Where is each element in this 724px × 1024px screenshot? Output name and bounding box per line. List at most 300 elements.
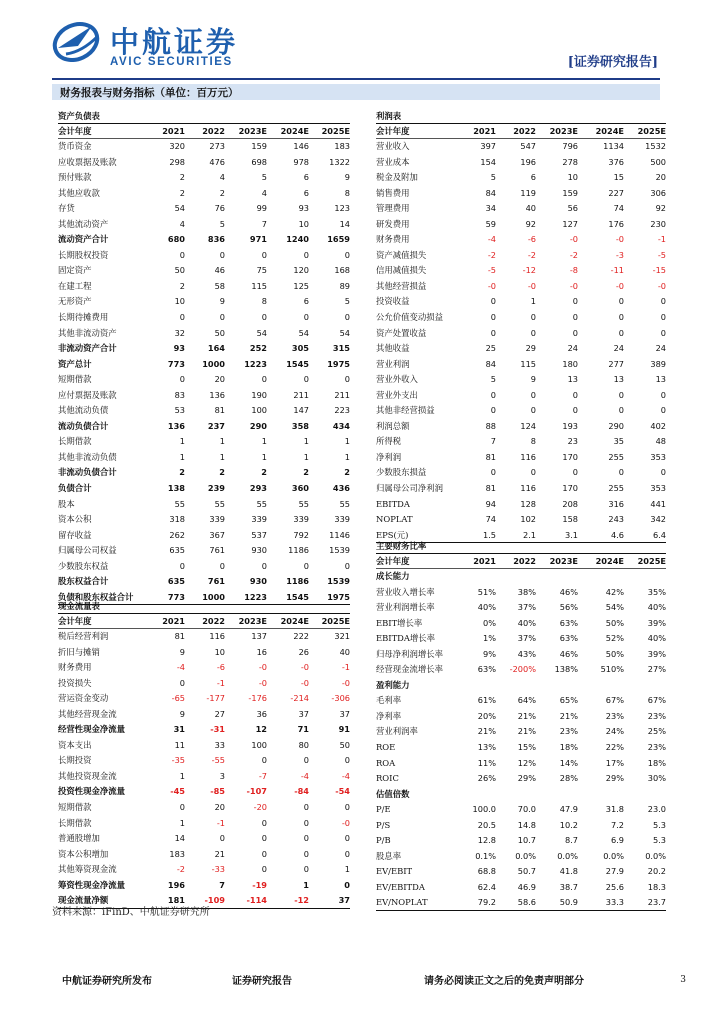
table-cell: -11 bbox=[610, 265, 624, 276]
table-cell: 32 bbox=[174, 327, 185, 338]
table-cell: 125 bbox=[293, 280, 309, 291]
table-cell: 83 bbox=[174, 389, 185, 400]
table-cell: 23.7 bbox=[647, 897, 666, 908]
table-row bbox=[58, 217, 350, 233]
table-cell: 4 bbox=[219, 172, 225, 183]
table-cell: 1% bbox=[483, 633, 496, 644]
table-cell: 223 bbox=[334, 405, 350, 416]
table-cell: 119 bbox=[520, 187, 536, 198]
table-header-row bbox=[58, 124, 350, 139]
column-header: 2021 bbox=[162, 616, 185, 626]
table-cell: 6 bbox=[303, 187, 309, 198]
table-cell: 0 bbox=[572, 467, 578, 478]
table-row bbox=[376, 693, 666, 709]
table-cell: 20.2 bbox=[647, 866, 666, 877]
report-type-label: [证券研究报告] bbox=[567, 55, 658, 70]
table-cell: 2 bbox=[179, 187, 185, 198]
table-cell: 137 bbox=[251, 631, 267, 641]
table-cell: -54 bbox=[335, 786, 350, 797]
logo-text-cn: 中航证券 bbox=[110, 25, 239, 59]
table-cell: 13 bbox=[613, 374, 624, 385]
table-row bbox=[58, 450, 350, 466]
table-row bbox=[58, 769, 350, 785]
table-cell: -3 bbox=[615, 249, 624, 260]
table-cell: 21% bbox=[559, 710, 578, 721]
row-label: EBIT增长率 bbox=[376, 617, 423, 628]
table-row bbox=[376, 217, 666, 233]
table-cell: 0 bbox=[572, 327, 578, 338]
table-cell bbox=[536, 569, 578, 585]
table-cell: 318 bbox=[169, 514, 185, 525]
table-cell bbox=[462, 569, 496, 585]
table-cell: 0 bbox=[303, 312, 309, 323]
table-cell: 164 bbox=[207, 343, 225, 354]
table-cell: 39% bbox=[647, 648, 666, 659]
row-label: 盈利能力 bbox=[376, 679, 410, 690]
table-title: 主要财务比率 bbox=[376, 540, 666, 554]
table-cell: 79.2 bbox=[477, 897, 496, 908]
table-cell: -65 bbox=[171, 693, 185, 704]
table-cell: 43% bbox=[517, 648, 536, 659]
table-cell: 1545 bbox=[286, 358, 309, 369]
table-cell: 50% bbox=[605, 617, 624, 628]
table-cell: 51% bbox=[477, 586, 496, 597]
table-row bbox=[58, 294, 350, 310]
row-label: 估值倍数 bbox=[376, 788, 410, 799]
table-cell: 360 bbox=[291, 483, 309, 494]
table-cell: 0 bbox=[219, 249, 225, 260]
table-cell: -45 bbox=[170, 786, 185, 797]
row-label: 短期借款 bbox=[58, 374, 92, 385]
row-label: 筹资性现金净流量 bbox=[58, 879, 125, 890]
table-row bbox=[376, 403, 666, 419]
table-row bbox=[376, 512, 666, 528]
table-cell: 0 bbox=[179, 312, 185, 323]
table-cell: 7.2 bbox=[610, 819, 624, 830]
table-header-row bbox=[376, 554, 666, 569]
table-cell: -84 bbox=[294, 786, 309, 797]
table-row bbox=[58, 232, 350, 248]
table-cell: 8 bbox=[261, 296, 267, 307]
table-cell: 37 bbox=[339, 708, 350, 719]
table-cell: 0 bbox=[219, 312, 225, 323]
table-cell: 8 bbox=[530, 436, 536, 447]
table-cell: 836 bbox=[207, 234, 225, 245]
row-label: 营业外收入 bbox=[376, 374, 418, 385]
row-label: 信用减值损失 bbox=[376, 265, 427, 276]
table-cell: 21% bbox=[517, 710, 536, 721]
row-label: 管理费用 bbox=[376, 203, 410, 214]
table-row bbox=[376, 357, 666, 373]
footer-publisher: 中航证券研究所发布 bbox=[62, 976, 152, 987]
table-cell: 635 bbox=[167, 576, 185, 587]
table-cell: 20 bbox=[214, 802, 225, 813]
row-label: 无形资产 bbox=[58, 296, 92, 307]
row-label: 长期借款 bbox=[58, 817, 92, 828]
table-cell: 124 bbox=[520, 420, 536, 431]
table-row bbox=[376, 616, 666, 632]
table-cell: 37 bbox=[298, 708, 309, 719]
table-cell: 389 bbox=[650, 358, 666, 369]
page-number: 3 bbox=[680, 975, 686, 985]
footer-report-type: 证券研究报告 bbox=[232, 976, 292, 987]
table-cell: 58 bbox=[214, 280, 225, 291]
table-cell: 0 bbox=[261, 249, 267, 260]
table-cell: 0 bbox=[618, 467, 624, 478]
row-label: 应付票据及账款 bbox=[58, 389, 117, 400]
table-cell: 1322 bbox=[329, 156, 350, 167]
table-row bbox=[58, 800, 350, 816]
table-cell: 0 bbox=[530, 467, 536, 478]
row-label: 经营现金流增长率 bbox=[376, 664, 443, 675]
row-label: 长期股权投资 bbox=[58, 249, 109, 260]
table-cell: 239 bbox=[207, 483, 225, 494]
table-row bbox=[58, 139, 350, 155]
table-cell: 0 bbox=[344, 848, 350, 859]
table-cell: 13 bbox=[567, 374, 578, 385]
row-label: 应收票据及账款 bbox=[58, 156, 117, 167]
table-row bbox=[58, 691, 350, 707]
logo-text-en: AVIC SECURITIES bbox=[110, 56, 233, 68]
table-cell: 0 bbox=[219, 833, 225, 844]
table-cell: 25 bbox=[485, 343, 496, 354]
table-row bbox=[376, 341, 666, 357]
table-cell: 0 bbox=[303, 755, 309, 766]
row-label: ROIC bbox=[376, 773, 399, 784]
column-header: 会计年度 bbox=[58, 126, 92, 136]
table-row bbox=[376, 201, 666, 217]
table-cell: 278 bbox=[562, 156, 578, 167]
table-cell: 10.7 bbox=[517, 835, 536, 846]
table-cell: 23% bbox=[647, 742, 666, 753]
table-row bbox=[376, 434, 666, 450]
table-cell bbox=[462, 678, 496, 694]
source-note: 资料来源：iFinD、中航证券研究所 bbox=[52, 907, 210, 918]
table-cell: 3.1 bbox=[564, 529, 578, 540]
table-cell: 2 bbox=[303, 467, 309, 478]
row-label: P/B bbox=[376, 835, 391, 846]
table-cell: 0 bbox=[344, 560, 350, 571]
table-cell: 89 bbox=[339, 280, 350, 291]
table-cell: 56% bbox=[559, 602, 578, 613]
table-cell: 0 bbox=[530, 327, 536, 338]
table-cell: 99 bbox=[256, 203, 267, 214]
column-header: 2023E bbox=[549, 126, 578, 136]
table-row bbox=[376, 631, 666, 647]
table-cell: -0 bbox=[258, 662, 267, 673]
row-label: ROE bbox=[376, 742, 396, 753]
table-cell: 159 bbox=[251, 141, 267, 151]
table-cell: -1 bbox=[216, 677, 225, 688]
row-label: 归母净利润增长率 bbox=[376, 648, 443, 659]
table-cell: 353 bbox=[650, 451, 666, 462]
table-cell: 18.3 bbox=[647, 881, 666, 892]
table-cell: -2 bbox=[569, 249, 578, 260]
table-cell: -1 bbox=[216, 817, 225, 828]
table-cell: 136 bbox=[209, 389, 225, 400]
table-cell: -0 bbox=[258, 677, 267, 688]
table-row bbox=[58, 248, 350, 264]
table-cell: 154 bbox=[480, 156, 496, 167]
table-cell: 23.0 bbox=[647, 804, 666, 815]
table-cell: 64% bbox=[517, 695, 536, 706]
column-header: 2021 bbox=[162, 126, 185, 136]
table-cell: 47.9 bbox=[559, 804, 578, 815]
table-cell: 170 bbox=[562, 451, 578, 462]
table-cell: 50 bbox=[339, 739, 350, 750]
table-cell: 146 bbox=[293, 141, 309, 151]
row-label: EBITDA增长率 bbox=[376, 633, 436, 644]
table-cell: 237 bbox=[207, 420, 225, 431]
section-banner bbox=[52, 84, 660, 100]
table-cell: 18% bbox=[559, 742, 578, 753]
row-label: 营业成本 bbox=[376, 156, 410, 167]
table-cell: 115 bbox=[520, 358, 536, 369]
table-cell: -0 bbox=[300, 662, 309, 673]
table-cell: 20% bbox=[477, 710, 496, 721]
table-row bbox=[58, 784, 350, 800]
income-statement-table bbox=[376, 110, 666, 543]
table-cell: 22% bbox=[605, 742, 624, 753]
table-cell: 1000 bbox=[202, 358, 225, 369]
table-cell: 397 bbox=[480, 141, 496, 151]
table-cell: -33 bbox=[211, 864, 225, 875]
row-label: EBITDA bbox=[376, 498, 410, 509]
table-cell: 54% bbox=[605, 602, 624, 613]
table-cell: -306 bbox=[331, 693, 350, 704]
table-cell bbox=[578, 569, 624, 585]
table-cell: 252 bbox=[249, 343, 267, 354]
table-row bbox=[58, 559, 350, 575]
table-row bbox=[58, 481, 350, 497]
table-cell: 1.5 bbox=[482, 529, 496, 540]
table-row bbox=[376, 248, 666, 264]
table-cell: 27.9 bbox=[605, 866, 624, 877]
table-row bbox=[376, 600, 666, 616]
table-cell: 305 bbox=[291, 343, 309, 354]
table-row bbox=[376, 372, 666, 388]
table-cell: 2.1 bbox=[522, 529, 536, 540]
table-cell: 80 bbox=[298, 739, 309, 750]
table-cell: 6 bbox=[303, 172, 309, 183]
table-cell: 1 bbox=[303, 436, 309, 447]
table-cell: 50% bbox=[605, 648, 624, 659]
table-cell: 1975 bbox=[327, 358, 350, 369]
table-cell: 41.8 bbox=[559, 866, 578, 877]
table-row bbox=[58, 676, 350, 692]
table-row bbox=[58, 847, 350, 863]
table-cell: 1 bbox=[344, 451, 350, 462]
table-cell: 0 bbox=[303, 817, 309, 828]
table-cell: -0 bbox=[527, 280, 536, 291]
table-row bbox=[376, 647, 666, 663]
table-cell: -2 bbox=[176, 864, 185, 875]
table-cell: 59 bbox=[485, 218, 496, 229]
table-cell: 10.2 bbox=[559, 819, 578, 830]
column-header: 2023E bbox=[238, 616, 267, 626]
table-cell: 208 bbox=[562, 498, 578, 509]
table-cell: 1 bbox=[219, 451, 225, 462]
table-cell: 29% bbox=[605, 773, 624, 784]
row-label: 营业收入增长率 bbox=[376, 586, 435, 597]
row-label: 资本支出 bbox=[58, 739, 92, 750]
table-cell: 290 bbox=[608, 420, 624, 431]
table-cell: 40% bbox=[647, 602, 666, 613]
table-cell: 1 bbox=[303, 879, 309, 890]
table-cell: 120 bbox=[293, 265, 309, 276]
table-cell: 1 bbox=[179, 451, 185, 462]
table-cell: 315 bbox=[332, 343, 350, 354]
column-header: 2025E bbox=[321, 126, 350, 136]
table-row bbox=[58, 201, 350, 217]
table-cell: 0 bbox=[179, 802, 185, 813]
table-cell: 1539 bbox=[327, 576, 350, 587]
table-row bbox=[58, 543, 350, 559]
table-cell: 1000 bbox=[202, 591, 225, 602]
row-label: 货币资金 bbox=[58, 141, 92, 151]
row-label: 普通股增加 bbox=[58, 833, 100, 844]
row-label: 净利润 bbox=[376, 451, 402, 462]
table-cell: 1223 bbox=[244, 358, 267, 369]
table-cell: 6 bbox=[303, 296, 309, 307]
table-cell: 37% bbox=[517, 602, 536, 613]
table-cell: 54 bbox=[339, 327, 350, 338]
table-cell: 81 bbox=[485, 451, 496, 462]
table-cell: -85 bbox=[210, 786, 225, 797]
table-cell: 0 bbox=[530, 389, 536, 400]
row-label: 其他收益 bbox=[376, 343, 410, 354]
table-cell: 100 bbox=[251, 405, 267, 416]
row-label: 其他经营损益 bbox=[376, 280, 427, 291]
table-row bbox=[376, 569, 666, 585]
column-header: 2024E bbox=[595, 126, 624, 136]
table-cell: 0 bbox=[660, 389, 666, 400]
table-cell: 40 bbox=[525, 203, 536, 214]
table-cell: 10 bbox=[298, 218, 309, 229]
table-cell: -1 bbox=[341, 662, 350, 673]
table-cell: 0 bbox=[530, 405, 536, 416]
table-cell: 55 bbox=[174, 498, 185, 509]
table-row bbox=[376, 833, 666, 849]
row-label: 投资损失 bbox=[58, 677, 92, 688]
row-label: EV/EBIT bbox=[376, 866, 413, 877]
table-cell: 46 bbox=[214, 265, 225, 276]
table-cell: 127 bbox=[562, 218, 578, 229]
table-row bbox=[58, 512, 350, 528]
table-row bbox=[376, 170, 666, 186]
column-header: 2023E bbox=[549, 556, 578, 566]
cash-flow-table bbox=[58, 600, 350, 909]
table-cell: -5 bbox=[657, 249, 666, 260]
row-label: 其他非流动资产 bbox=[58, 327, 117, 338]
table-row bbox=[58, 722, 350, 738]
table-cell: 978 bbox=[293, 156, 309, 167]
table-cell: 255 bbox=[608, 483, 624, 494]
table-cell: 84 bbox=[485, 187, 496, 198]
table-row bbox=[58, 738, 350, 754]
row-label: 利润总额 bbox=[376, 420, 410, 431]
table-cell: 0 bbox=[261, 312, 267, 323]
row-label: 长期待摊费用 bbox=[58, 312, 109, 323]
table-cell: 180 bbox=[562, 358, 578, 369]
table-cell: 26 bbox=[298, 646, 309, 657]
column-header: 2025E bbox=[637, 126, 666, 136]
table-cell: 773 bbox=[167, 358, 185, 369]
table-cell: 183 bbox=[169, 848, 185, 859]
table-cell: -0 bbox=[657, 280, 666, 291]
table-row bbox=[376, 802, 666, 818]
row-label: 成长能力 bbox=[376, 571, 410, 581]
row-label: 营业收入 bbox=[376, 141, 410, 151]
table-cell: 42% bbox=[605, 586, 624, 597]
table-row bbox=[376, 139, 666, 155]
table-cell: 9 bbox=[179, 646, 185, 657]
row-label: 非流动资产合计 bbox=[58, 343, 117, 354]
table-cell: 138% bbox=[554, 664, 578, 675]
table-cell: 116 bbox=[520, 483, 536, 494]
row-label: 流动负债合计 bbox=[58, 420, 109, 431]
table-cell: 12 bbox=[255, 724, 267, 735]
table-cell: -55 bbox=[211, 755, 225, 766]
table-row bbox=[376, 585, 666, 601]
table-cell: 21% bbox=[477, 726, 496, 737]
row-label: EV/NOPLAT bbox=[376, 897, 428, 908]
table-cell: -0 bbox=[341, 677, 350, 688]
row-label: EV/EBITDA bbox=[376, 881, 425, 892]
table-cell: -20 bbox=[253, 802, 267, 813]
table-row bbox=[58, 707, 350, 723]
row-label: 资产减值损失 bbox=[376, 249, 427, 260]
balance-sheet-table bbox=[58, 110, 350, 605]
table-row bbox=[58, 341, 350, 357]
table-cell: -0 bbox=[615, 280, 624, 291]
table-cell: 339 bbox=[251, 514, 267, 525]
table-cell: 136 bbox=[167, 420, 185, 431]
table-cell: 2 bbox=[344, 467, 350, 478]
table-cell: 7 bbox=[490, 436, 496, 447]
row-label: 现金流量净额 bbox=[58, 895, 109, 906]
row-label: 资本公积 bbox=[58, 514, 92, 525]
table-cell: 0.0% bbox=[557, 850, 578, 861]
row-label: 资产处置收益 bbox=[376, 327, 427, 338]
table-cell: -31 bbox=[210, 724, 225, 735]
table-cell: 26% bbox=[477, 773, 496, 784]
table-cell: 277 bbox=[608, 358, 624, 369]
table-cell: 50.7 bbox=[517, 866, 536, 877]
table-cell: 193 bbox=[562, 420, 578, 431]
table-cell: 321 bbox=[334, 631, 350, 641]
row-label: 资本公积增加 bbox=[58, 848, 109, 859]
table-cell: 40 bbox=[339, 646, 350, 657]
table-row bbox=[376, 849, 666, 865]
table-cell: -4 bbox=[300, 770, 309, 781]
table-cell: 11 bbox=[174, 739, 185, 750]
table-row bbox=[376, 279, 666, 295]
table-cell: 15 bbox=[613, 172, 624, 183]
table-cell: 190 bbox=[251, 389, 267, 400]
column-header: 2024E bbox=[280, 616, 309, 626]
table-cell: 1186 bbox=[288, 545, 309, 556]
table-row bbox=[58, 753, 350, 769]
table-cell: 116 bbox=[520, 451, 536, 462]
table-row bbox=[376, 756, 666, 772]
table-cell: 14 bbox=[174, 833, 185, 844]
row-label: 其他非经营损益 bbox=[376, 405, 435, 416]
table-cell: 0.0% bbox=[515, 850, 536, 861]
table-cell: 792 bbox=[293, 529, 309, 540]
table-cell: 0 bbox=[660, 296, 666, 307]
table-cell bbox=[536, 787, 578, 803]
